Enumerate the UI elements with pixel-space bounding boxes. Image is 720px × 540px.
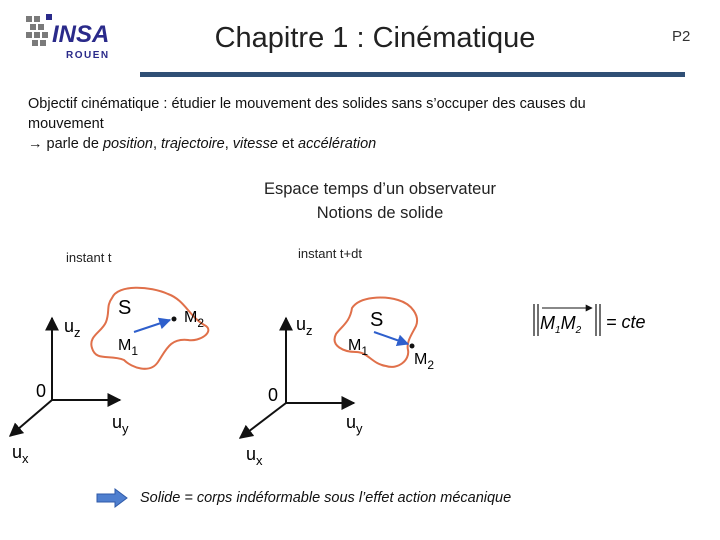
term-position: position <box>102 136 153 152</box>
axis-x-right <box>240 403 286 438</box>
vector-m1m2-left <box>134 320 170 332</box>
formula-m2: M <box>560 313 576 333</box>
logo-grid-icon <box>26 14 52 46</box>
uz-sub: z <box>74 325 81 340</box>
origin-right: 0 <box>268 385 279 405</box>
m1-left <box>118 337 138 358</box>
m2-letter: M <box>184 309 198 326</box>
solid-right <box>335 298 435 372</box>
m1-letter: M <box>118 337 132 354</box>
separator: , <box>152 136 162 152</box>
title-rule <box>140 72 685 77</box>
heading-space-time: Espace temps d’un observateur <box>263 180 497 198</box>
objective-line3 <box>28 134 678 154</box>
solid-definition: Solide = corps indéformable sous l’effet action mécanique <box>140 490 512 506</box>
m1-letter: M <box>348 337 362 354</box>
objective-line2: mouvement <box>28 116 104 132</box>
vector-m1m2-right <box>374 332 408 344</box>
page-number: P2 <box>672 28 691 45</box>
objective-line1: Objectif cinématique : étudier le mouvement des solides sans s’occuper des causes du <box>28 96 586 112</box>
frame-right <box>240 314 363 468</box>
ux-sub: x <box>22 451 29 466</box>
solid-label-left: S <box>118 297 132 319</box>
ux-sub: x <box>256 453 263 468</box>
point-m2-right <box>410 344 415 349</box>
formula-rhs: = cte <box>606 312 646 332</box>
solid-outline-left <box>91 288 208 369</box>
kinematics-diagrams <box>0 270 720 475</box>
m2-letter: M <box>414 351 428 368</box>
term-acceleration: accélération <box>298 136 377 152</box>
uy-left <box>112 412 129 436</box>
heading-solid-notions: Notions de solide <box>316 204 444 222</box>
solid-left <box>91 288 208 369</box>
formula-m2-sub: 2 <box>575 325 582 336</box>
uz-letter: u <box>296 314 307 334</box>
uy-letter: u <box>112 412 123 432</box>
formula-m1: M <box>540 313 555 333</box>
objective-prefix: parle de <box>42 136 103 152</box>
uz-left <box>64 316 81 340</box>
m2-sub: 2 <box>427 358 435 372</box>
separator: et <box>277 136 299 152</box>
origin-left: 0 <box>36 381 47 401</box>
uy-sub: y <box>122 421 129 436</box>
ux-letter: u <box>12 442 23 462</box>
ux-left <box>12 442 29 466</box>
ux-letter: u <box>246 444 257 464</box>
separator: , <box>224 136 233 152</box>
m2-right <box>414 351 434 372</box>
uy-letter: u <box>346 412 357 432</box>
axis-x-left <box>10 400 52 436</box>
point-m2-left <box>172 317 177 322</box>
m1-sub: 1 <box>131 344 139 358</box>
solid-label-right: S <box>370 309 384 331</box>
logo-text: INSA <box>52 21 110 48</box>
page-title: Chapitre 1 : Cinématique <box>214 22 536 54</box>
objective-text <box>28 94 678 154</box>
formula-m1-sub: 1 <box>555 325 561 336</box>
uz-letter: u <box>64 316 75 336</box>
m1-right <box>348 337 368 358</box>
instant-tdt-label: instant t+dt <box>298 246 362 261</box>
m2-sub: 2 <box>197 316 205 330</box>
insa-rouen-logo <box>22 6 132 64</box>
right-arrow-icon <box>96 488 128 508</box>
right-arrow-icon: → <box>28 136 43 152</box>
formula-vector <box>540 313 582 336</box>
uy-right <box>346 412 363 436</box>
m1-sub: 1 <box>361 344 369 358</box>
instant-t-label: instant t <box>66 250 112 265</box>
term-vitesse: vitesse <box>232 136 278 152</box>
norm-formula <box>534 304 646 336</box>
uy-sub: y <box>356 421 363 436</box>
m2-left <box>184 309 204 330</box>
uz-right <box>296 314 313 338</box>
term-trajectoire: trajectoire <box>161 136 225 152</box>
logo-subtext: ROUEN <box>66 50 110 61</box>
uz-sub: z <box>306 323 313 338</box>
frame-left <box>10 316 132 466</box>
ux-right <box>246 444 263 468</box>
